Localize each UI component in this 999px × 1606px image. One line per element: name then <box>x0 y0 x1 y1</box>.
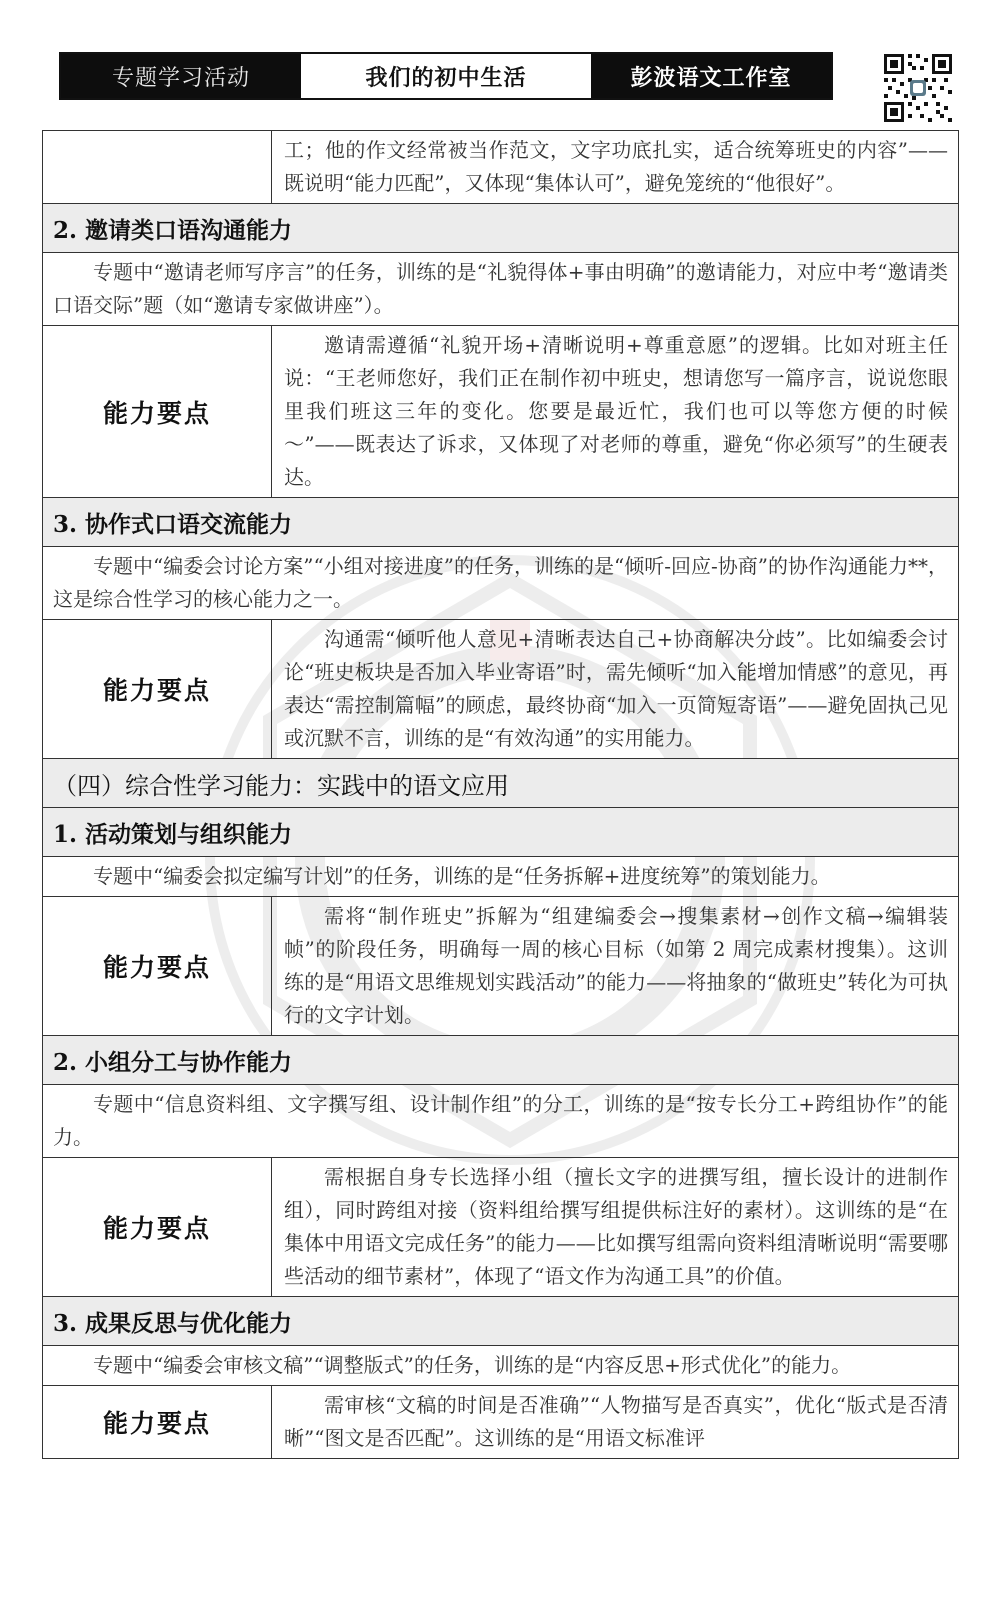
section-intro: 专题中“编委会拟定编写计划”的任务，训练的是“任务拆解+进度统筹”的策划能力。 <box>43 857 958 897</box>
section-heading: 2. 小组分工与协作能力 <box>43 1036 958 1085</box>
ability-points-label: 能力要点 <box>43 1158 272 1296</box>
section-heading: 1. 活动策划与组织能力 <box>43 808 958 857</box>
ability-points-text: 邀请需遵循“礼貌开场+清晰说明+尊重意愿”的逻辑。比如对班主任说：“王老师您好，我们正在制作初中班史，想请您写一篇序言，说说您眼里我们班这三年的变化。您要是最近忙，我们也可以等您方便的时候～”——既表达了诉求，又体现了对老师的尊重，避免“你必须写”的生硬表达。 <box>284 333 948 489</box>
ability-points-label: 能力要点 <box>43 1386 272 1458</box>
ability-points-text: 需根据自身专长选择小组（擅长文字的进撰写组，擅长设计的进制作组），同时跨组对接（资料组给撰写组提供标注好的素材）。这训练的是“在集体中用语文完成任务”的能力——比如撰写组需向资料组清晰说明“需要哪些活动的细节素材”，体现了“语文作为沟通工具”的价值。 <box>284 1165 948 1288</box>
section-heading: 3. 成果反思与优化能力 <box>43 1297 958 1346</box>
ability-points-label: 能力要点 <box>43 897 272 1035</box>
table-row <box>43 620 958 759</box>
ability-points-text: 需将“制作班史”拆解为“组建编委会→搜集素材→创作文稿→编辑装帧”的阶段任务，明确每一周的核心目标（如第 2 周完成素材搜集）。这训练的是“用语文思维规划实践活动”的能力——将抽象的“做班史”转化为可执行的文字计划。 <box>284 904 948 1027</box>
ability-points-label: 能力要点 <box>43 620 272 758</box>
table-row <box>43 897 958 1036</box>
section-intro: 专题中“编委会讨论方案”“小组对接进度”的任务，训练的是“倾听-回应-协商”的协作沟通能力**，这是综合性学习的核心能力之一。 <box>43 547 958 620</box>
qr-code-icon <box>882 52 954 124</box>
content-table <box>42 130 959 1459</box>
table-row <box>43 131 958 204</box>
section-intro: 专题中“编委会审核文稿”“调整版式”的任务，训练的是“内容反思+形式优化”的能力。 <box>43 1346 958 1386</box>
major-section-heading: （四）综合性学习能力：实践中的语文应用 <box>43 759 958 808</box>
ability-points-text: 需审核“文稿的时间是否准确”“人物描写是否真实”，优化“版式是否清晰”“图文是否匹配”。这训练的是“用语文标准评 <box>284 1393 948 1450</box>
table-row <box>43 1158 958 1297</box>
header-title: 我们的初中生活 <box>301 54 591 98</box>
ability-points-label: 能力要点 <box>43 326 272 497</box>
ability-points-text: 沟通需“倾听他人意见+清晰表达自己+协商解决分歧”。比如编委会讨论“班史板块是否加入毕业寄语”时，需先倾听“加入能增加情感”的意见，再表达“需控制篇幅”的顾虑，最终协商“加入一页简短寄语”——避免固执己见或沉默不言，训练的是“有效沟通”的实用能力。 <box>284 627 948 750</box>
row-text: 工；他的作文经常被当作范文，文字功底扎实，适合统筹班史的内容”——既说明“能力匹配”，又体现“集体认可”，避免笼统的“他很好”。 <box>284 138 948 195</box>
table-row <box>43 1386 958 1459</box>
header-studio-name: 彭波语文工作室 <box>591 54 831 98</box>
header-bar <box>59 52 833 100</box>
section-intro: 专题中“信息资料组、文字撰写组、设计制作组”的分工，训练的是“按专长分工+跨组协作”的能力。 <box>43 1085 958 1158</box>
header-topic-label: 专题学习活动 <box>61 54 301 98</box>
section-heading: 3. 协作式口语交流能力 <box>43 498 958 547</box>
table-row <box>43 326 958 498</box>
section-intro: 专题中“邀请老师写序言”的任务，训练的是“礼貌得体+事由明确”的邀请能力，对应中考“邀请类口语交际”题（如“邀请专家做讲座”）。 <box>43 253 958 326</box>
section-heading: 2. 邀请类口语沟通能力 <box>43 204 958 253</box>
empty-label-cell <box>43 131 272 203</box>
